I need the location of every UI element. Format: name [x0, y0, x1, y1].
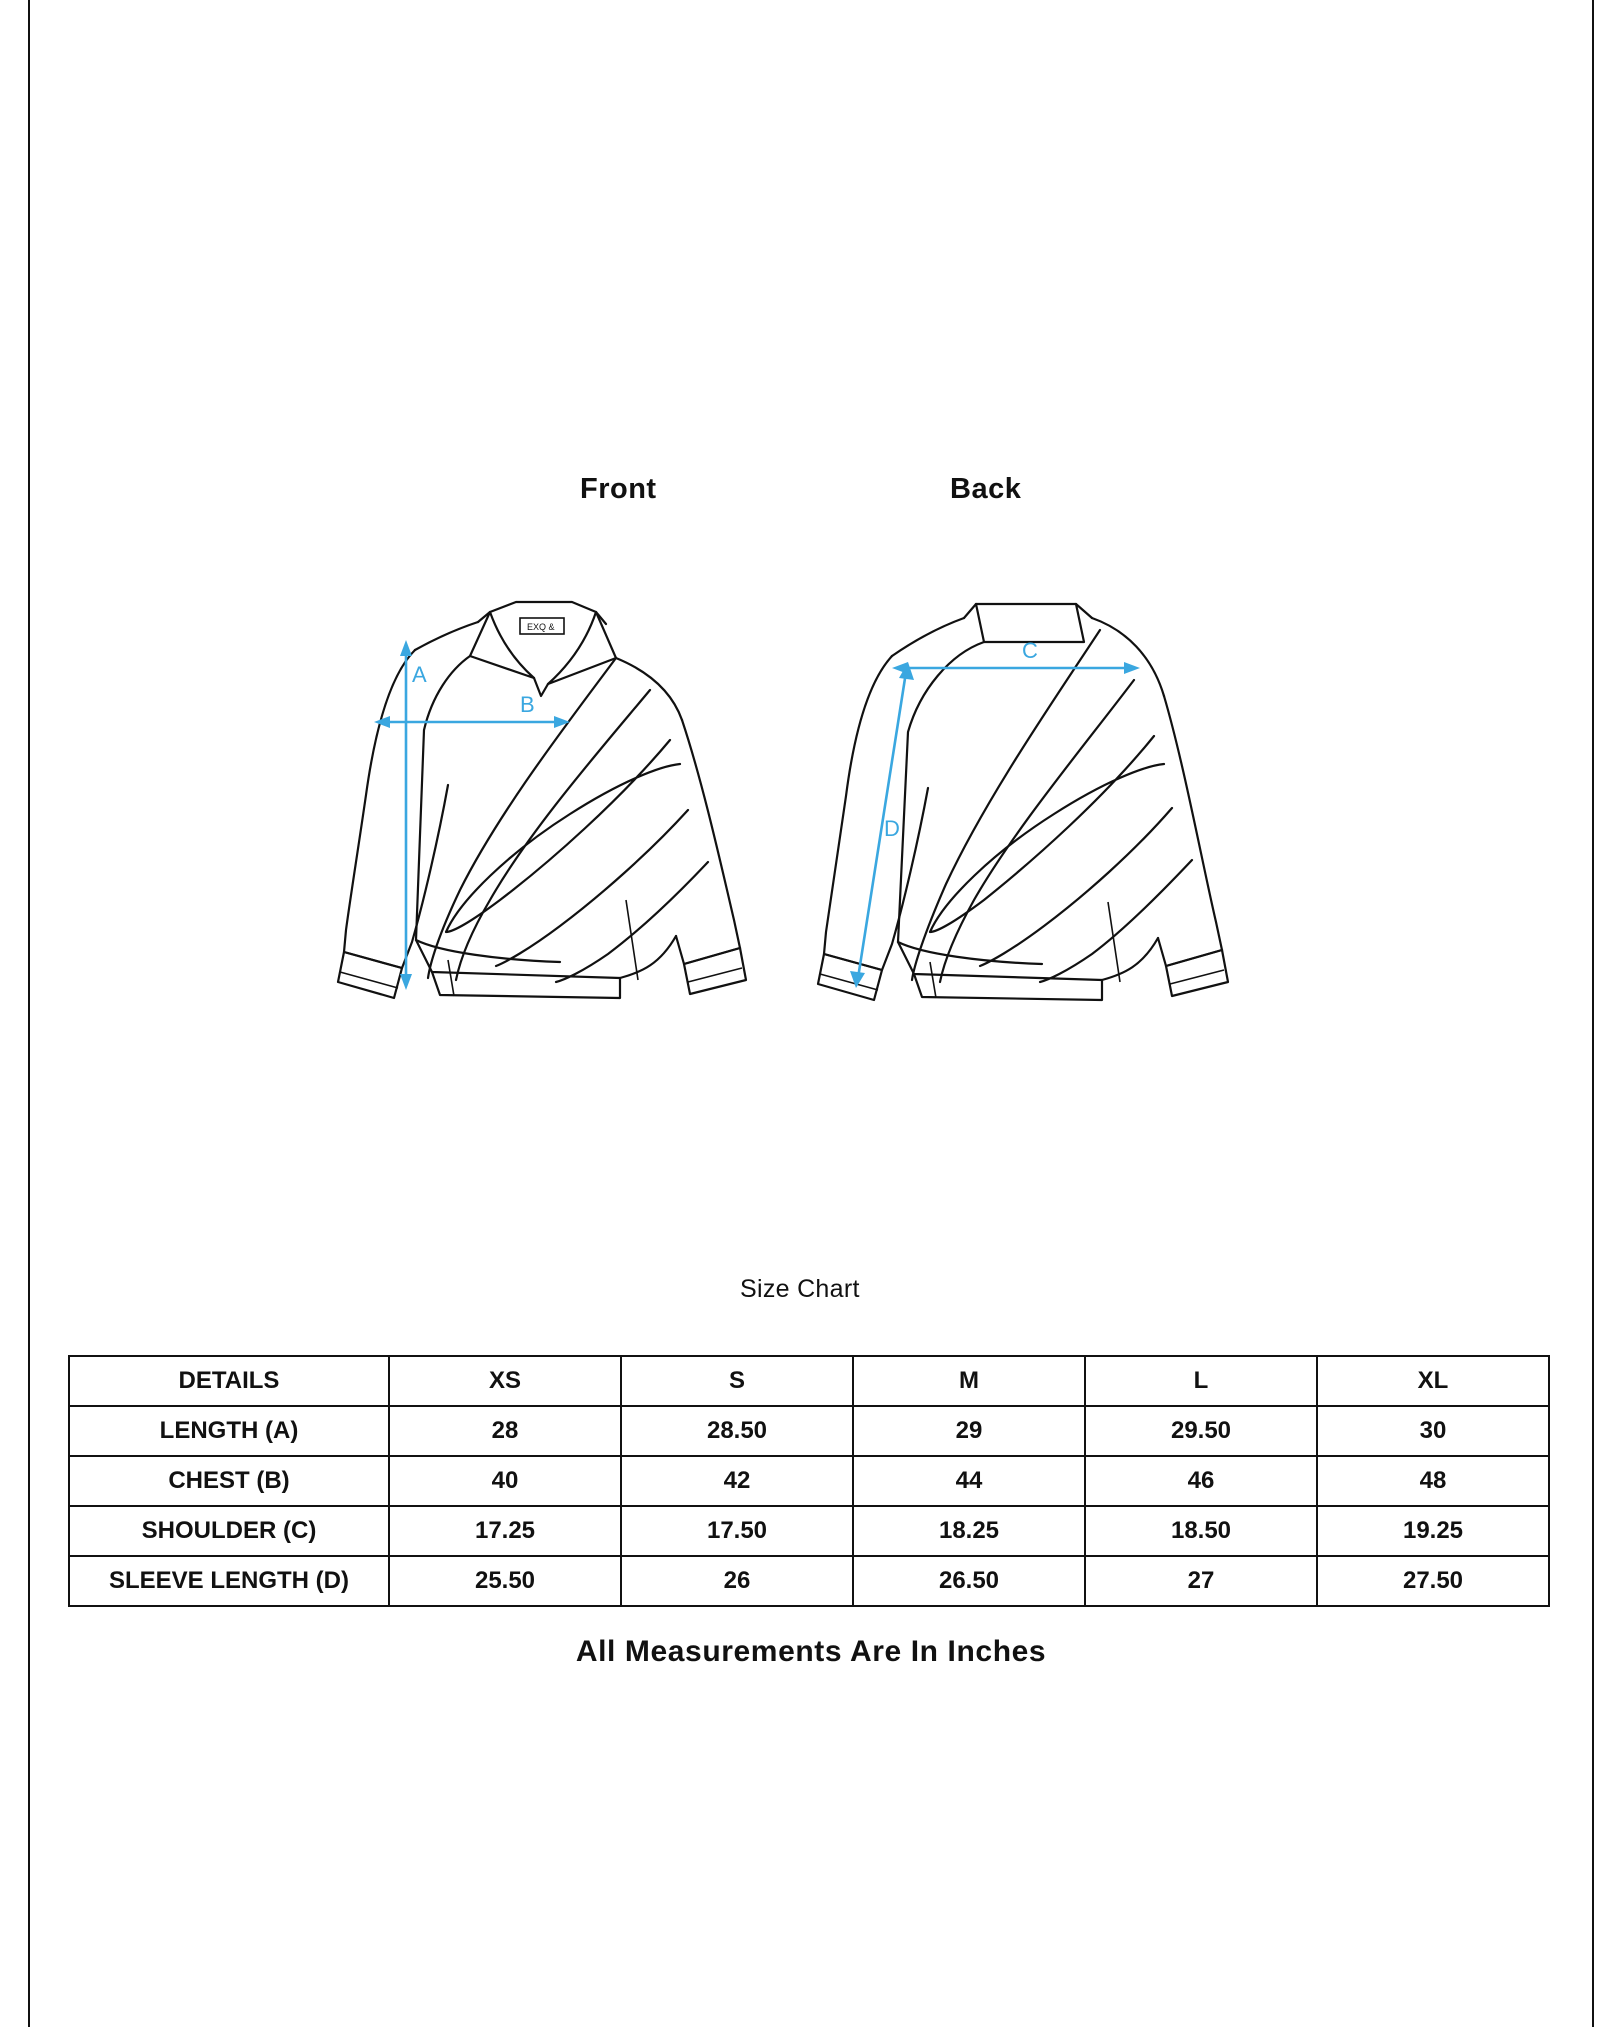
- back-view-label: Back: [950, 473, 1022, 505]
- table-header-cell: XS: [389, 1356, 621, 1406]
- table-row: [69, 1556, 1549, 1606]
- table-cell: SLEEVE LENGTH (D): [69, 1556, 389, 1606]
- table-cell: 29: [853, 1406, 1085, 1456]
- table-row: [69, 1406, 1549, 1456]
- size-chart-title: Size Chart: [740, 1275, 860, 1303]
- table-cell: 46: [1085, 1456, 1317, 1506]
- table-cell: 26.50: [853, 1556, 1085, 1606]
- table-row: [69, 1456, 1549, 1506]
- measurements-note: All Measurements Are In Inches: [575, 1635, 1047, 1668]
- table-header-cell: DETAILS: [69, 1356, 389, 1406]
- back-shirt-illustration: [800, 600, 1320, 1160]
- size-chart-table: [68, 1355, 1550, 1607]
- dimension-label-b: B: [520, 692, 535, 717]
- table-cell: 17.25: [389, 1506, 621, 1556]
- table-cell: 48: [1317, 1456, 1549, 1506]
- table-cell: 44: [853, 1456, 1085, 1506]
- table-cell: 40: [389, 1456, 621, 1506]
- table-cell: 27.50: [1317, 1556, 1549, 1606]
- table-header-cell: XL: [1317, 1356, 1549, 1406]
- table-cell: 42: [621, 1456, 853, 1506]
- table-cell: SHOULDER (C): [69, 1506, 389, 1556]
- table-row: [69, 1506, 1549, 1556]
- svg-text:EXQ &: EXQ &: [527, 622, 555, 632]
- table-header-row: [69, 1356, 1549, 1406]
- dimension-label-c: C: [1022, 638, 1038, 663]
- table-header-cell: S: [621, 1356, 853, 1406]
- table-cell: 17.50: [621, 1506, 853, 1556]
- dimension-label-a: A: [412, 662, 427, 687]
- dimension-label-d: D: [884, 816, 900, 841]
- table-cell: 18.25: [853, 1506, 1085, 1556]
- table-cell: 30: [1317, 1406, 1549, 1456]
- front-view-label: Front: [580, 473, 657, 505]
- table-cell: 18.50: [1085, 1506, 1317, 1556]
- table-cell: CHEST (B): [69, 1456, 389, 1506]
- front-shirt-illustration: [320, 600, 840, 1160]
- table-cell: 29.50: [1085, 1406, 1317, 1456]
- table-cell: 19.25: [1317, 1506, 1549, 1556]
- table-cell: 28: [389, 1406, 621, 1456]
- table-header-cell: M: [853, 1356, 1085, 1406]
- table-cell: LENGTH (A): [69, 1406, 389, 1456]
- table-cell: 25.50: [389, 1556, 621, 1606]
- table-cell: 28.50: [621, 1406, 853, 1456]
- table-cell: 27: [1085, 1556, 1317, 1606]
- table-header-cell: L: [1085, 1356, 1317, 1406]
- table-cell: 26: [621, 1556, 853, 1606]
